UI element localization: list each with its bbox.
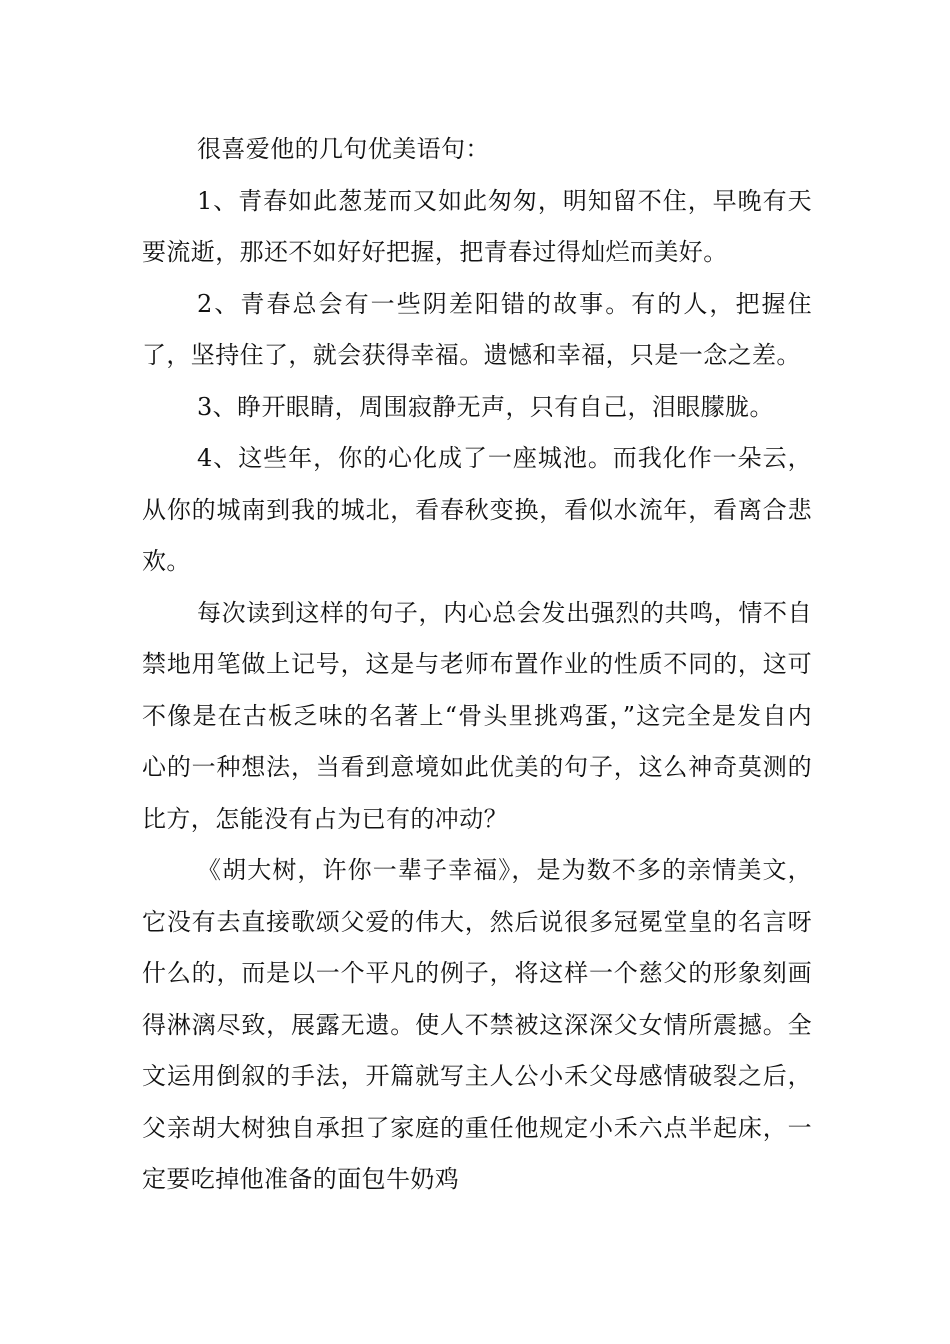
quote-paragraph-3: 3、睁开眼睛，周围寂静无声，只有自己，泪眼朦胧。 bbox=[197, 392, 774, 421]
quote-paragraph-4: 4、这些年，你的心化成了一座城池。而我化作一朵云，从你的城南到我的城北，看春秋变换，看似水流年，看离合悲欢。 bbox=[142, 444, 812, 575]
intro-paragraph: 很喜爱他的几句优美语句： bbox=[197, 135, 490, 163]
reflection-paragraph: 每次读到这样的句子，内心总会发出强烈的共鸣，情不自禁地用笔做上记号，这是与老师布置作业的性质不同的，这可不像是在古板乏味的名著上“骨头里挑鸡蛋，”这完全是发自内心的一种想法，当看到意境如此优美的句子，这么神奇莫测的比方，怎能没有占为已有的冲动？ bbox=[142, 598, 812, 833]
quote-paragraph-2: 2、青春总会有一些阴差阳错的故事。有的人，把握住了，坚持住了，就会获得幸福。遗憾和幸福，只是一念之差。 bbox=[142, 289, 812, 369]
review-paragraph: 《胡大树，许你一辈子幸福》，是为数不多的亲情美文，它没有去直接歌颂父爱的伟大，然后说很多冠冕堂皇的名言呀什么的，而是以一个平凡的例子，将这样一个慈父的形象刻画得淋漓尽致，展露无遗。使人不禁被这深深父女情所震撼。全文运用倒叙的手法，开篇就写主人公小禾父母感情破裂之后，父亲胡大树独自承担了家庭的重任他规定小禾六点半起床，一定要吃掉他准备的面包牛奶鸡 bbox=[142, 856, 812, 1193]
document-body bbox=[142, 124, 812, 1206]
quote-paragraph-1: 1、青春如此葱茏而又如此匆匆，明知留不住，早晚有天要流逝，那还不如好好把握，把青春过得灿烂而美好。 bbox=[142, 186, 812, 266]
